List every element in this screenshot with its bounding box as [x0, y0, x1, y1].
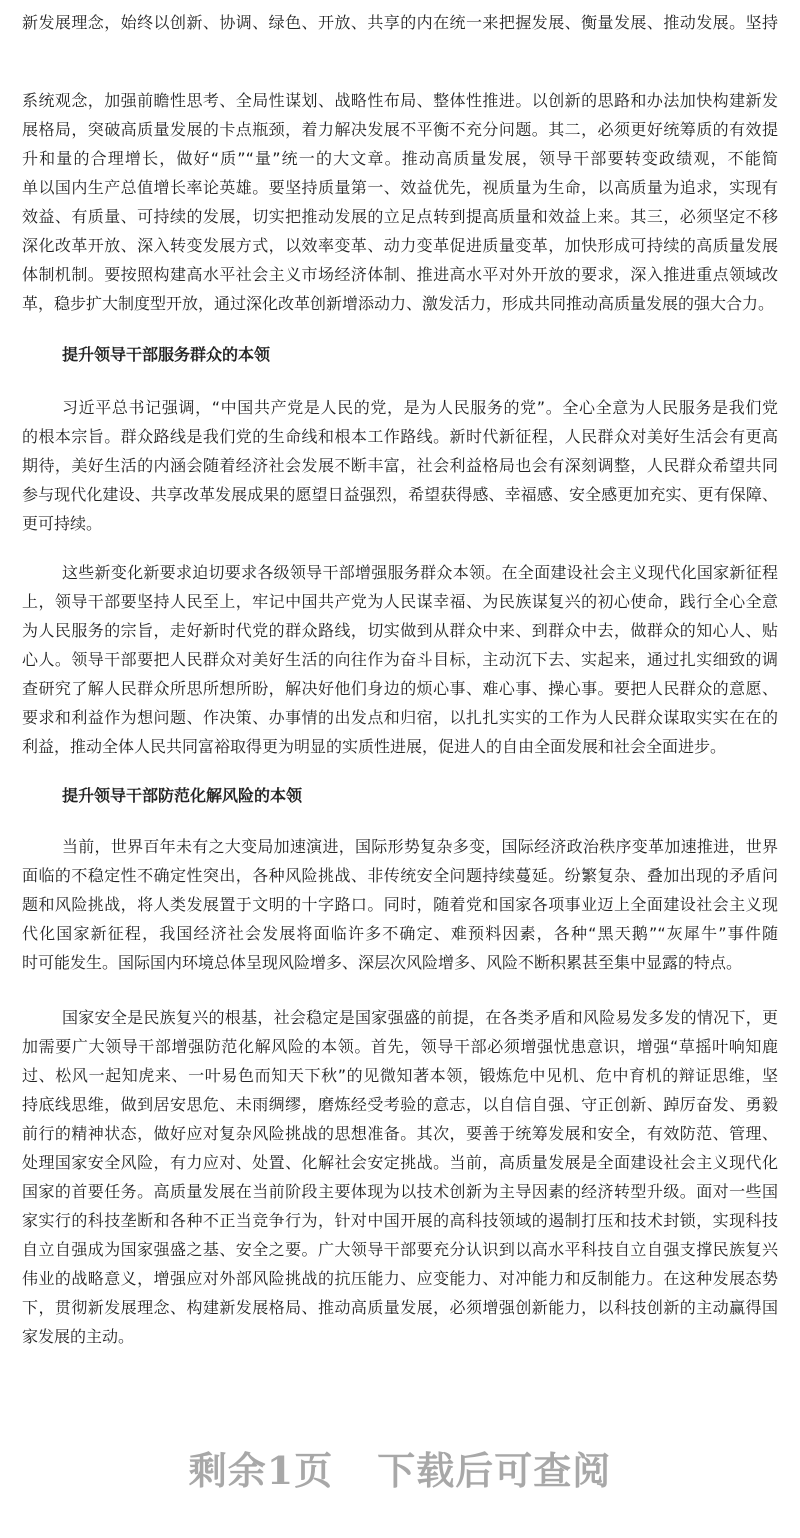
text-line: 利益，推动全体人民共同富裕取得更为明显的实质性进展，促进人的自由全面发展和社会全面进步。	[22, 737, 727, 756]
text-line: 持底线思维，做到居安思危、未雨绸缪，磨炼经受考验的意志，以自信自强、守正创新、踔厉奋发、勇毅	[22, 1095, 778, 1114]
text-line: 更可持续。	[22, 514, 103, 533]
text-line: 过、松风一起知虎来、一叶易色而知天下秋”的见微知著本领，锻炼危中见机、危中育机的辩证思维，坚	[22, 1066, 778, 1085]
text-line: 当前，世界百年未有之大变局加速演进，国际形势复杂多变，国际经济政治秩序变革加速推进，世界	[62, 837, 778, 856]
text-line: 时可能发生。国际国内环境总体呈现风险增多、深层次风险增多、风险不断积累甚至集中显露的特点。	[22, 953, 743, 972]
text-line: 查研究了解人民群众所思所想所盼，解决好他们身边的烦心事、难心事、操心事。要把人民群众的意愿、	[22, 679, 778, 698]
text-line: 升和量的合理增长，做好“质”“量”统一的大文章。推动高质量发展，领导干部要转变政绩观，不能简	[22, 149, 778, 168]
text-line: 习近平总书记强调，“中国共产党是人民的党，是为人民服务的党”。全心全意为人民服务是我们党	[62, 398, 778, 417]
text-line: 自立自强成为国家强盛之基、安全之要。广大领导干部要充分认识到以高水平科技自立自强支撑民族复兴	[22, 1240, 778, 1259]
remaining-pages-label: 剩余1页	[188, 1448, 334, 1493]
text-line: 的根本宗旨。群众路线是我们党的生命线和根本工作路线。新时代新征程，人民群众对美好生活会有更高	[22, 427, 778, 446]
text-line: 面临的不稳定性不确定性突出，各种风险挑战、非传统安全问题持续蔓延。纷繁复杂、叠加出现的矛盾问	[22, 866, 778, 885]
text-line: 上，领导干部要坚持人民至上，牢记中国共产党为人民谋幸福、为民族谋复兴的初心使命，践行全心全意	[22, 592, 778, 611]
text-line: 加需要广大领导干部增强防范化解风险的本领。首先，领导干部必须增强忧患意识，增强“草摇叶响知鹿	[22, 1037, 778, 1056]
text-line: 体制机制。要按照构建高水平社会主义市场经济体制、推进高水平对外开放的要求，深入推进重点领域改	[22, 265, 778, 284]
text-line: 新发展理念，始终以创新、协调、绿色、开放、共享的内在统一来把握发展、衡量发展、推动发展。坚持	[22, 13, 778, 32]
text-line: 处理国家安全风险，有力应对、处置、化解社会安定挑战。当前，高质量发展是全面建设社会主义现代化	[22, 1153, 778, 1172]
text-line: 革，稳步扩大制度型开放，通过深化改革创新增添动力、激发活力，形成共同推动高质量发展的强大合力。	[22, 294, 775, 313]
section-heading-serve-masses: 提升领导干部服务群众的本领	[62, 345, 271, 364]
text-line: 代化国家新征程，我国经济社会发展将面临许多不确定、难预料因素，各种“黑天鹅”“灰犀牛”事件随	[22, 924, 778, 943]
paragraph	[22, 1003, 778, 1351]
text-line: 深化改革开放、深入转变发展方式，以效率变革、动力变革促进质量变革，加快形成可持续的高质量发展	[22, 236, 778, 255]
text-line: 效益、有质量、可持续的发展，切实把推动发展的立足点转到提高质量和效益上来。其三，必须坚定不移	[22, 207, 778, 226]
text-line: 心人。领导干部要把人民群众对美好生活的向往作为奋斗目标，主动沉下去、实起来，通过扎实细致的调	[22, 650, 778, 669]
text-line: 家实行的科技垄断和各种不正当竞争行为，针对中国开展的高科技领域的遏制打压和技术封锁，实现科技	[22, 1211, 778, 1230]
paragraph	[22, 558, 778, 761]
section-heading-risk-prevention: 提升领导干部防范化解风险的本领	[62, 786, 303, 805]
paragraph	[22, 832, 778, 977]
text-line: 参与现代化建设、共享改革发展成果的愿望日益强烈，希望获得感、幸福感、安全感更加充实、更有保障、	[22, 485, 778, 504]
text-line: 系统观念，加强前瞻性思考、全局性谋划、战略性布局、整体性推进。以创新的思路和办法加快构建新发	[22, 91, 778, 110]
text-line: 前行的精神状态，做好应对复杂风险挑战的思想准备。其次，要善于统筹发展和安全，有效防范、管理、	[22, 1124, 778, 1143]
paragraph	[22, 393, 778, 538]
text-line: 为人民服务的宗旨，走好新时代党的群众路线，切实做到从群众中来、到群众中去，做群众的知心人、贴	[22, 621, 778, 640]
paragraph	[22, 86, 778, 318]
text-line: 期待，美好生活的内涵会随着经济社会发展不断丰富，社会利益格局也会有深刻调整，人民群众希望共同	[22, 456, 778, 475]
text-line: 伟业的战略意义，增强应对外部风险挑战的抗压能力、应变能力、对冲能力和反制能力。在这种发展态势	[22, 1269, 778, 1288]
text-line: 这些新变化新要求迫切要求各级领导干部增强服务群众本领。在全面建设社会主义现代化国家新征程	[62, 563, 778, 582]
text-line: 家发展的主动。	[22, 1327, 135, 1346]
text-line: 要求和利益作为想问题、作决策、办事情的出发点和归宿，以扎扎实实的工作为人民群众谋取实实在在的	[22, 708, 778, 727]
text-line: 下，贯彻新发展理念、构建新发展格局、推动高质量发展，必须增强创新能力，以科技创新的主动赢得国	[22, 1298, 778, 1317]
paragraph-fragment	[22, 8, 778, 37]
text-line: 展格局，突破高质量发展的卡点瓶颈，着力解决发展不平衡不充分问题。其二，必须更好统筹质的有效提	[22, 120, 778, 139]
text-line: 题和风险挑战，将人类发展置于文明的十字路口。同时，随着党和国家各项事业迈上全面建设社会主义现	[22, 895, 778, 914]
download-to-view-label[interactable]: 下载后可查阅	[377, 1448, 612, 1493]
text-line: 单以国内生产总值增长率论英雄。要坚持质量第一、效益优先，视质量为生命，以高质量为追求，实现有	[22, 178, 778, 197]
download-prompt[interactable]	[0, 1440, 800, 1495]
text-line: 国家的首要任务。高质量发展在当前阶段主要体现为以技术创新为主导因素的经济转型升级。面对一些国	[22, 1182, 778, 1201]
text-line: 国家安全是民族复兴的根基，社会稳定是国家强盛的前提，在各类矛盾和风险易发多发的情况下，更	[62, 1008, 778, 1027]
